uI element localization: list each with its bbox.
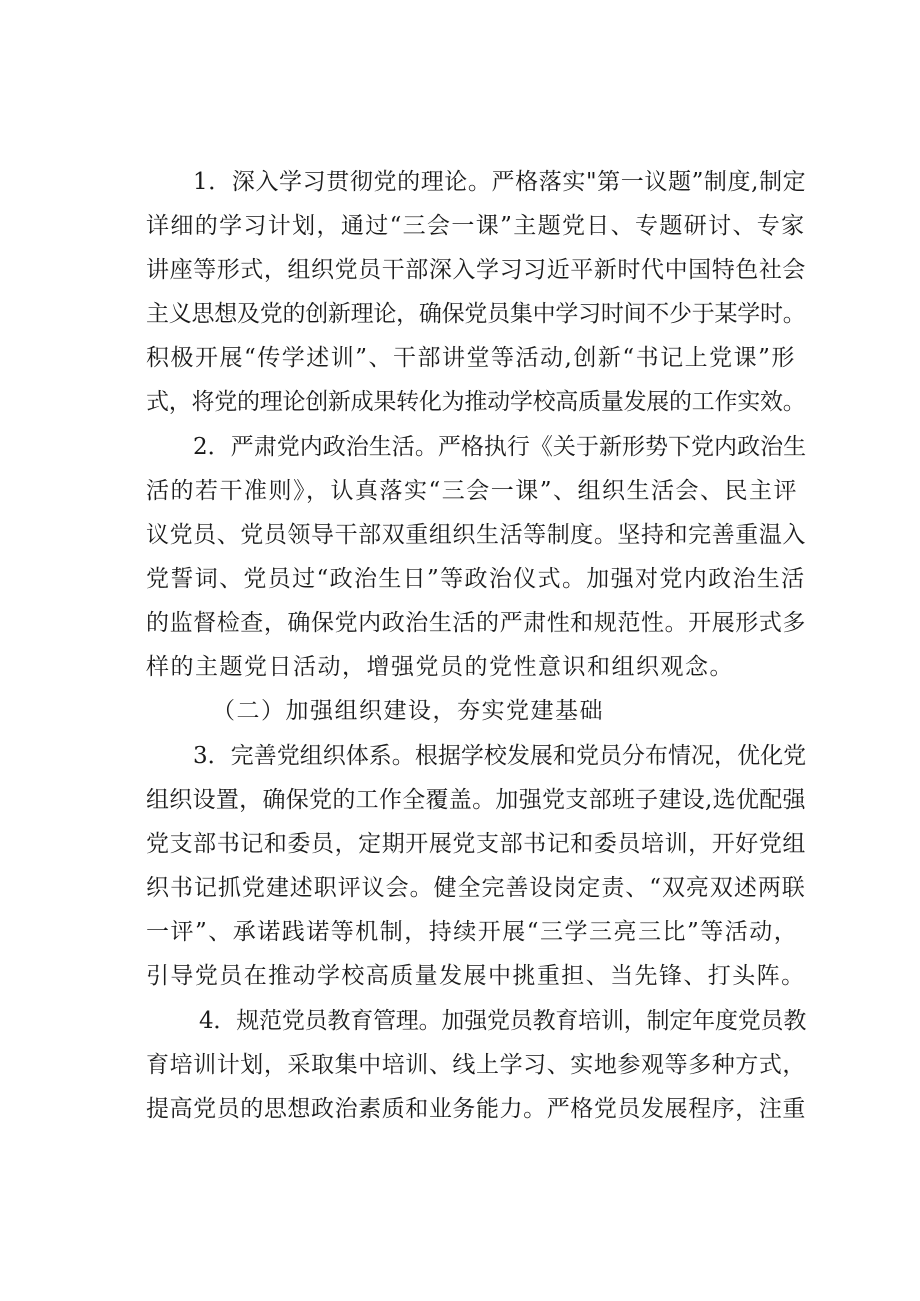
- paragraph-1-line-4: 主义思想及党的创新理论，确保党员集中学习时间不少于某学时。: [146, 301, 806, 327]
- paragraph-1-line-2: 详细的学习计划，通过“三会一课”主题党日、专题研讨、专家: [146, 213, 806, 239]
- paragraph-3-line-4: 织书记抓党建述职评议会。健全完善设岗定责、“双亮双述两联: [146, 875, 806, 901]
- paragraph-2-line-2: 活的若干准则》，认真落实“三会一课”、组织生活会、民主评: [146, 478, 799, 504]
- paragraph-2-line-6: 样的主题党日活动，增强党员的党性意识和组织观念。: [146, 654, 734, 680]
- paragraph-1-line-5: 积极开展“传学述训”、干部讲堂等活动,创新“书记上党课”形: [146, 345, 796, 371]
- paragraph-3-line-2: 组织设置，确保党的工作全覆盖。加强党支部班子建设,选优配强: [146, 787, 806, 813]
- paragraph-1-line-1: 1．深入学习贯彻党的理论。严格落实"第一议题”制度,制定: [193, 169, 807, 195]
- paragraph-2-line-4: 党誓词、党员过“政治生日”等政治仪式。加强对党内政治生活: [146, 566, 806, 592]
- paragraph-1-line-3: 讲座等形式，组织党员干部深入学习习近平新时代中国特色社会: [146, 257, 806, 283]
- paragraph-3-line-1: 3．完善党组织体系。根据学校发展和党员分布情况，优化党: [193, 743, 807, 769]
- paragraph-4-line-1: 4．规范党员教育管理。加强党员教育培训，制定年度党员教: [199, 1008, 807, 1034]
- paragraph-4-line-2: 育培训计划，采取集中培训、线上学习、实地参观等多种方式，: [146, 1052, 806, 1078]
- paragraph-3-line-6: 引导党员在推动学校高质量发展中挑重担、当先锋、打头阵。: [146, 963, 806, 989]
- paragraph-2-line-3: 议党员、党员领导干部双重组织生活等制度。坚持和完善重温入: [146, 522, 806, 548]
- paragraph-2-line-5: 的监督检查，确保党内政治生活的严肃性和规范性。开展形式多: [146, 610, 806, 636]
- paragraph-3-line-5: 一评”、承诺践诺等机制，持续开展“三学三亮三比”等活动，: [146, 919, 799, 945]
- paragraph-2-line-1: 2．严肃党内政治生活。严格执行《关于新形势下党内政治生: [193, 434, 807, 460]
- section-heading: （二）加强组织建设，夯实党建基础: [212, 698, 604, 724]
- paragraph-4-line-3: 提高党员的思想政治素质和业务能力。严格党员发展程序，注重: [146, 1096, 806, 1122]
- paragraph-3-line-3: 党支部书记和委员，定期开展党支部书记和委员培训，开好党组: [146, 831, 806, 857]
- paragraph-1-line-6: 式，将党的理论创新成果转化为推动学校高质量发展的工作实效。: [146, 389, 806, 415]
